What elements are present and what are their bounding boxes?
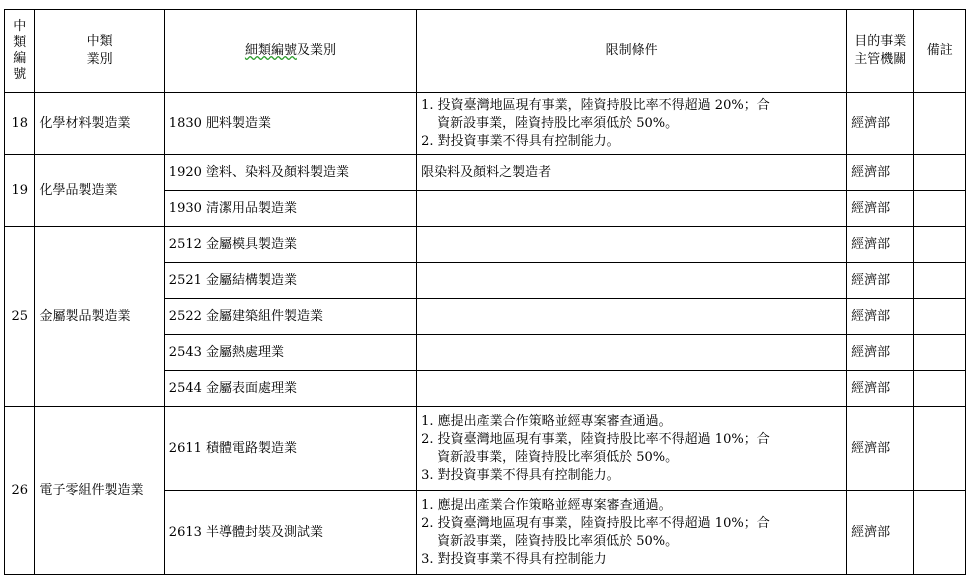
- authority-cell: 經濟部: [847, 155, 914, 191]
- authority-cell: 經濟部: [847, 407, 914, 491]
- remarks-cell: [914, 93, 966, 155]
- restriction-cell: [417, 191, 847, 227]
- authority-cell: 經濟部: [847, 93, 914, 155]
- restriction-cell: [417, 335, 847, 371]
- remarks-cell: [914, 263, 966, 299]
- authority-cell: 經濟部: [847, 491, 914, 575]
- authority-cell: 經濟部: [847, 263, 914, 299]
- sub-industry-cell: 2543 金屬熱處理業: [164, 335, 416, 371]
- spellcheck-underlined-text: 細類編號: [244, 43, 297, 58]
- industry-restrictions-table: [4, 9, 966, 575]
- restriction-cell: 限染料及顏料之製造者: [417, 155, 847, 191]
- sub-industry-cell: 2522 金屬建築組件製造業: [164, 299, 416, 335]
- remarks-cell: [914, 191, 966, 227]
- mid-industry-cell: 化學材料製造業: [35, 93, 164, 155]
- sub-industry-cell: 1930 清潔用品製造業: [164, 191, 416, 227]
- authority-cell: 經濟部: [847, 227, 914, 263]
- sub-industry-cell: 2521 金屬結構製造業: [164, 263, 416, 299]
- remarks-cell: [914, 155, 966, 191]
- mid-industry-cell: 化學品製造業: [35, 155, 164, 227]
- authority-cell: 經濟部: [847, 299, 914, 335]
- remarks-cell: [914, 371, 966, 407]
- authority-cell: 經濟部: [847, 191, 914, 227]
- table-row: [5, 227, 966, 263]
- restriction-cell: [417, 263, 847, 299]
- remarks-cell: [914, 299, 966, 335]
- sub-industry-cell: 1920 塗料、染料及顏料製造業: [164, 155, 416, 191]
- header-restrictions: 限制條件: [417, 10, 847, 93]
- authority-cell: 經濟部: [847, 335, 914, 371]
- restriction-cell: 1. 應提出產業合作策略並經專案審查通過。 2. 投資臺灣地區現有事業，陸資持股比率不得超過 10%；合 資新設事業，陸資持股比率須低於 50%。 3. 對投資事業不得具有控制能力: [417, 491, 847, 575]
- authority-cell: 經濟部: [847, 371, 914, 407]
- mid-code-cell: 26: [5, 407, 35, 575]
- sub-industry-cell: 2512 金屬模具製造業: [164, 227, 416, 263]
- restriction-cell: [417, 299, 847, 335]
- restriction-cell: 1. 應提出產業合作策略並經專案審查通過。 2. 投資臺灣地區現有事業，陸資持股比率不得超過 10%；合 資新設事業，陸資持股比率須低於 50%。 3. 對投資事業不得具有控制能力。: [417, 407, 847, 491]
- mid-industry-cell: 電子零組件製造業: [35, 407, 164, 575]
- header-sub-code-industry: 細類編號及業別: [164, 10, 416, 93]
- restriction-cell: [417, 371, 847, 407]
- restriction-cell: 1. 投資臺灣地區現有事業，陸資持股比率不得超過 20%；合 資新設事業，陸資持股比率須低於 50%。 2. 對投資事業不得具有控制能力。: [417, 93, 847, 155]
- sub-industry-cell: 2544 金屬表面處理業: [164, 371, 416, 407]
- header-remarks: 備註: [914, 10, 966, 93]
- header-mid-code: 中類編號: [5, 10, 35, 93]
- header-authority: 目的事業 主管機關: [847, 10, 914, 93]
- remarks-cell: [914, 335, 966, 371]
- mid-code-cell: 25: [5, 227, 35, 407]
- table-row: [5, 93, 966, 155]
- restriction-cell: [417, 227, 847, 263]
- mid-code-cell: 18: [5, 93, 35, 155]
- header-mid-industry: 中類 業別: [35, 10, 164, 93]
- header-row: [5, 10, 966, 93]
- remarks-cell: [914, 227, 966, 263]
- table-row: [5, 407, 966, 491]
- sub-industry-cell: 2613 半導體封裝及測試業: [164, 491, 416, 575]
- sub-industry-cell: 2611 積體電路製造業: [164, 407, 416, 491]
- remarks-cell: [914, 491, 966, 575]
- sub-industry-cell: 1830 肥料製造業: [164, 93, 416, 155]
- table-row: [5, 155, 966, 191]
- remarks-cell: [914, 407, 966, 491]
- mid-code-cell: 19: [5, 155, 35, 227]
- mid-industry-cell: 金屬製品製造業: [35, 227, 164, 407]
